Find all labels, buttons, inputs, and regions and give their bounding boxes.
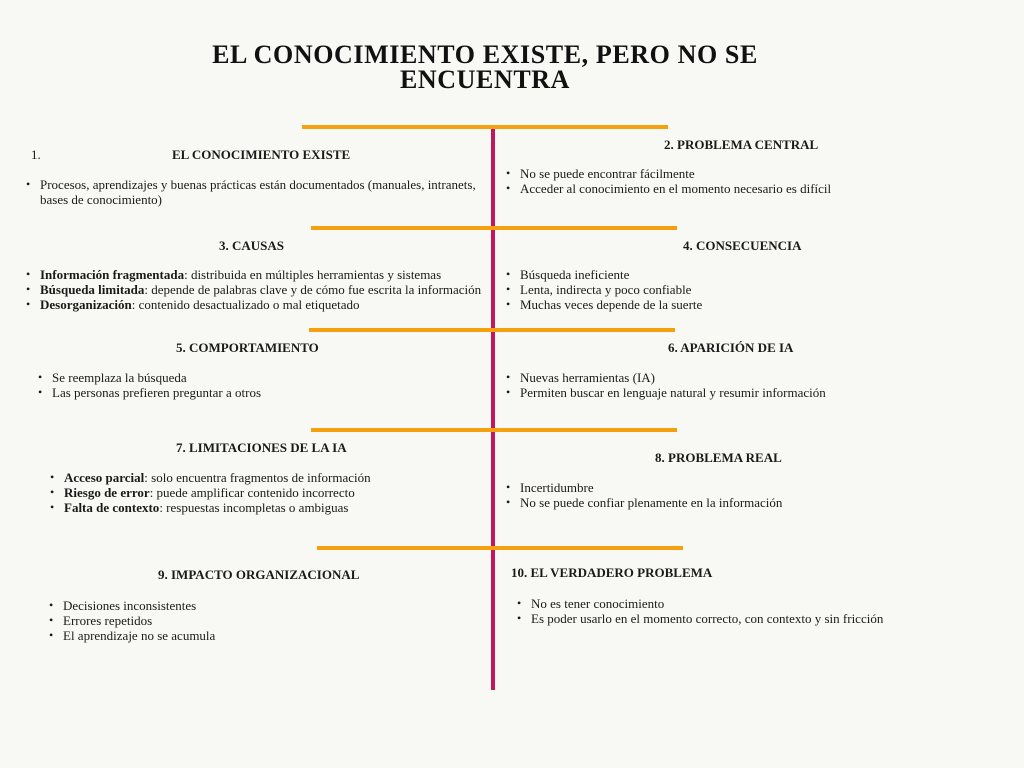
list-item: • Búsqueda limitada: depende de palabras clave y de cómo fue escrita la información — [26, 282, 496, 297]
list-item: • El aprendizaje no se acumula — [49, 628, 489, 643]
section-heading: 10. EL VERDADERO PROBLEMA — [511, 565, 713, 580]
list-item: • No se puede encontrar fácilmente — [506, 166, 1006, 181]
list-item: • Acceder al conocimiento en el momento necesario es difícil — [506, 181, 1006, 196]
section-heading: 8. PROBLEMA REAL — [655, 450, 782, 465]
section-heading: 4. CONSECUENCIA — [683, 238, 802, 253]
section-heading: EL CONOCIMIENTO EXISTE — [172, 147, 351, 162]
section-heading: 9. IMPACTO ORGANIZACIONAL — [158, 567, 360, 582]
list-item: • Incertidumbre — [506, 480, 1006, 495]
list-item: • Muchas veces depende de la suerte — [506, 297, 1006, 312]
list-item: • Riesgo de error: puede amplificar contenido incorrecto — [50, 485, 490, 500]
section-heading: 7. LIMITACIONES DE LA IA — [176, 440, 347, 455]
section-heading: 5. COMPORTAMIENTO — [176, 340, 319, 355]
list-item: • Nuevas herramientas (IA) — [506, 370, 1006, 385]
section-number: 1. — [31, 147, 41, 162]
list-item: • No se puede confiar plenamente en la información — [506, 495, 1006, 510]
branch-line-1 — [302, 125, 668, 129]
list-item: • Las personas prefieren preguntar a otros — [38, 385, 478, 400]
branch-line-5 — [317, 546, 683, 550]
branch-line-2 — [311, 226, 677, 230]
list-item: • Información fragmentada: distribuida en múltiples herramientas y sistemas — [26, 267, 496, 282]
list-item: • Lenta, indirecta y poco confiable — [506, 282, 1006, 297]
section-heading: 6. APARICIÓN DE IA — [668, 340, 794, 355]
page-title: EL CONOCIMIENTO EXISTE, PERO NO SE ENCUENTRA — [212, 40, 758, 94]
list-item: • Desorganización: contenido desactualizado o mal etiquetado — [26, 297, 496, 312]
list-item: • Se reemplaza la búsqueda — [38, 370, 478, 385]
list-item: • Búsqueda ineficiente — [506, 267, 1006, 282]
branch-line-4 — [311, 428, 677, 432]
list-item: • Falta de contexto: respuestas incompletas o ambiguas — [50, 500, 490, 515]
list-item: • No es tener conocimiento — [517, 596, 1017, 611]
list-item: • Errores repetidos — [49, 613, 489, 628]
central-spine — [491, 128, 495, 690]
list-item: • Decisiones inconsistentes — [49, 598, 489, 613]
list-item: • Es poder usarlo en el momento correcto, con contexto y sin fricción — [517, 611, 1017, 626]
list-item: • Acceso parcial: solo encuentra fragmentos de información — [50, 470, 490, 485]
list-item: • Procesos, aprendizajes y buenas prácticas están documentados (manuales, intranets, bases de conocimiento) — [26, 177, 486, 207]
section-heading: 3. CAUSAS — [219, 238, 285, 253]
list-item: • Permiten buscar en lenguaje natural y resumir información — [506, 385, 1006, 400]
branch-line-3 — [309, 328, 675, 332]
section-heading: 2. PROBLEMA CENTRAL — [664, 137, 819, 152]
